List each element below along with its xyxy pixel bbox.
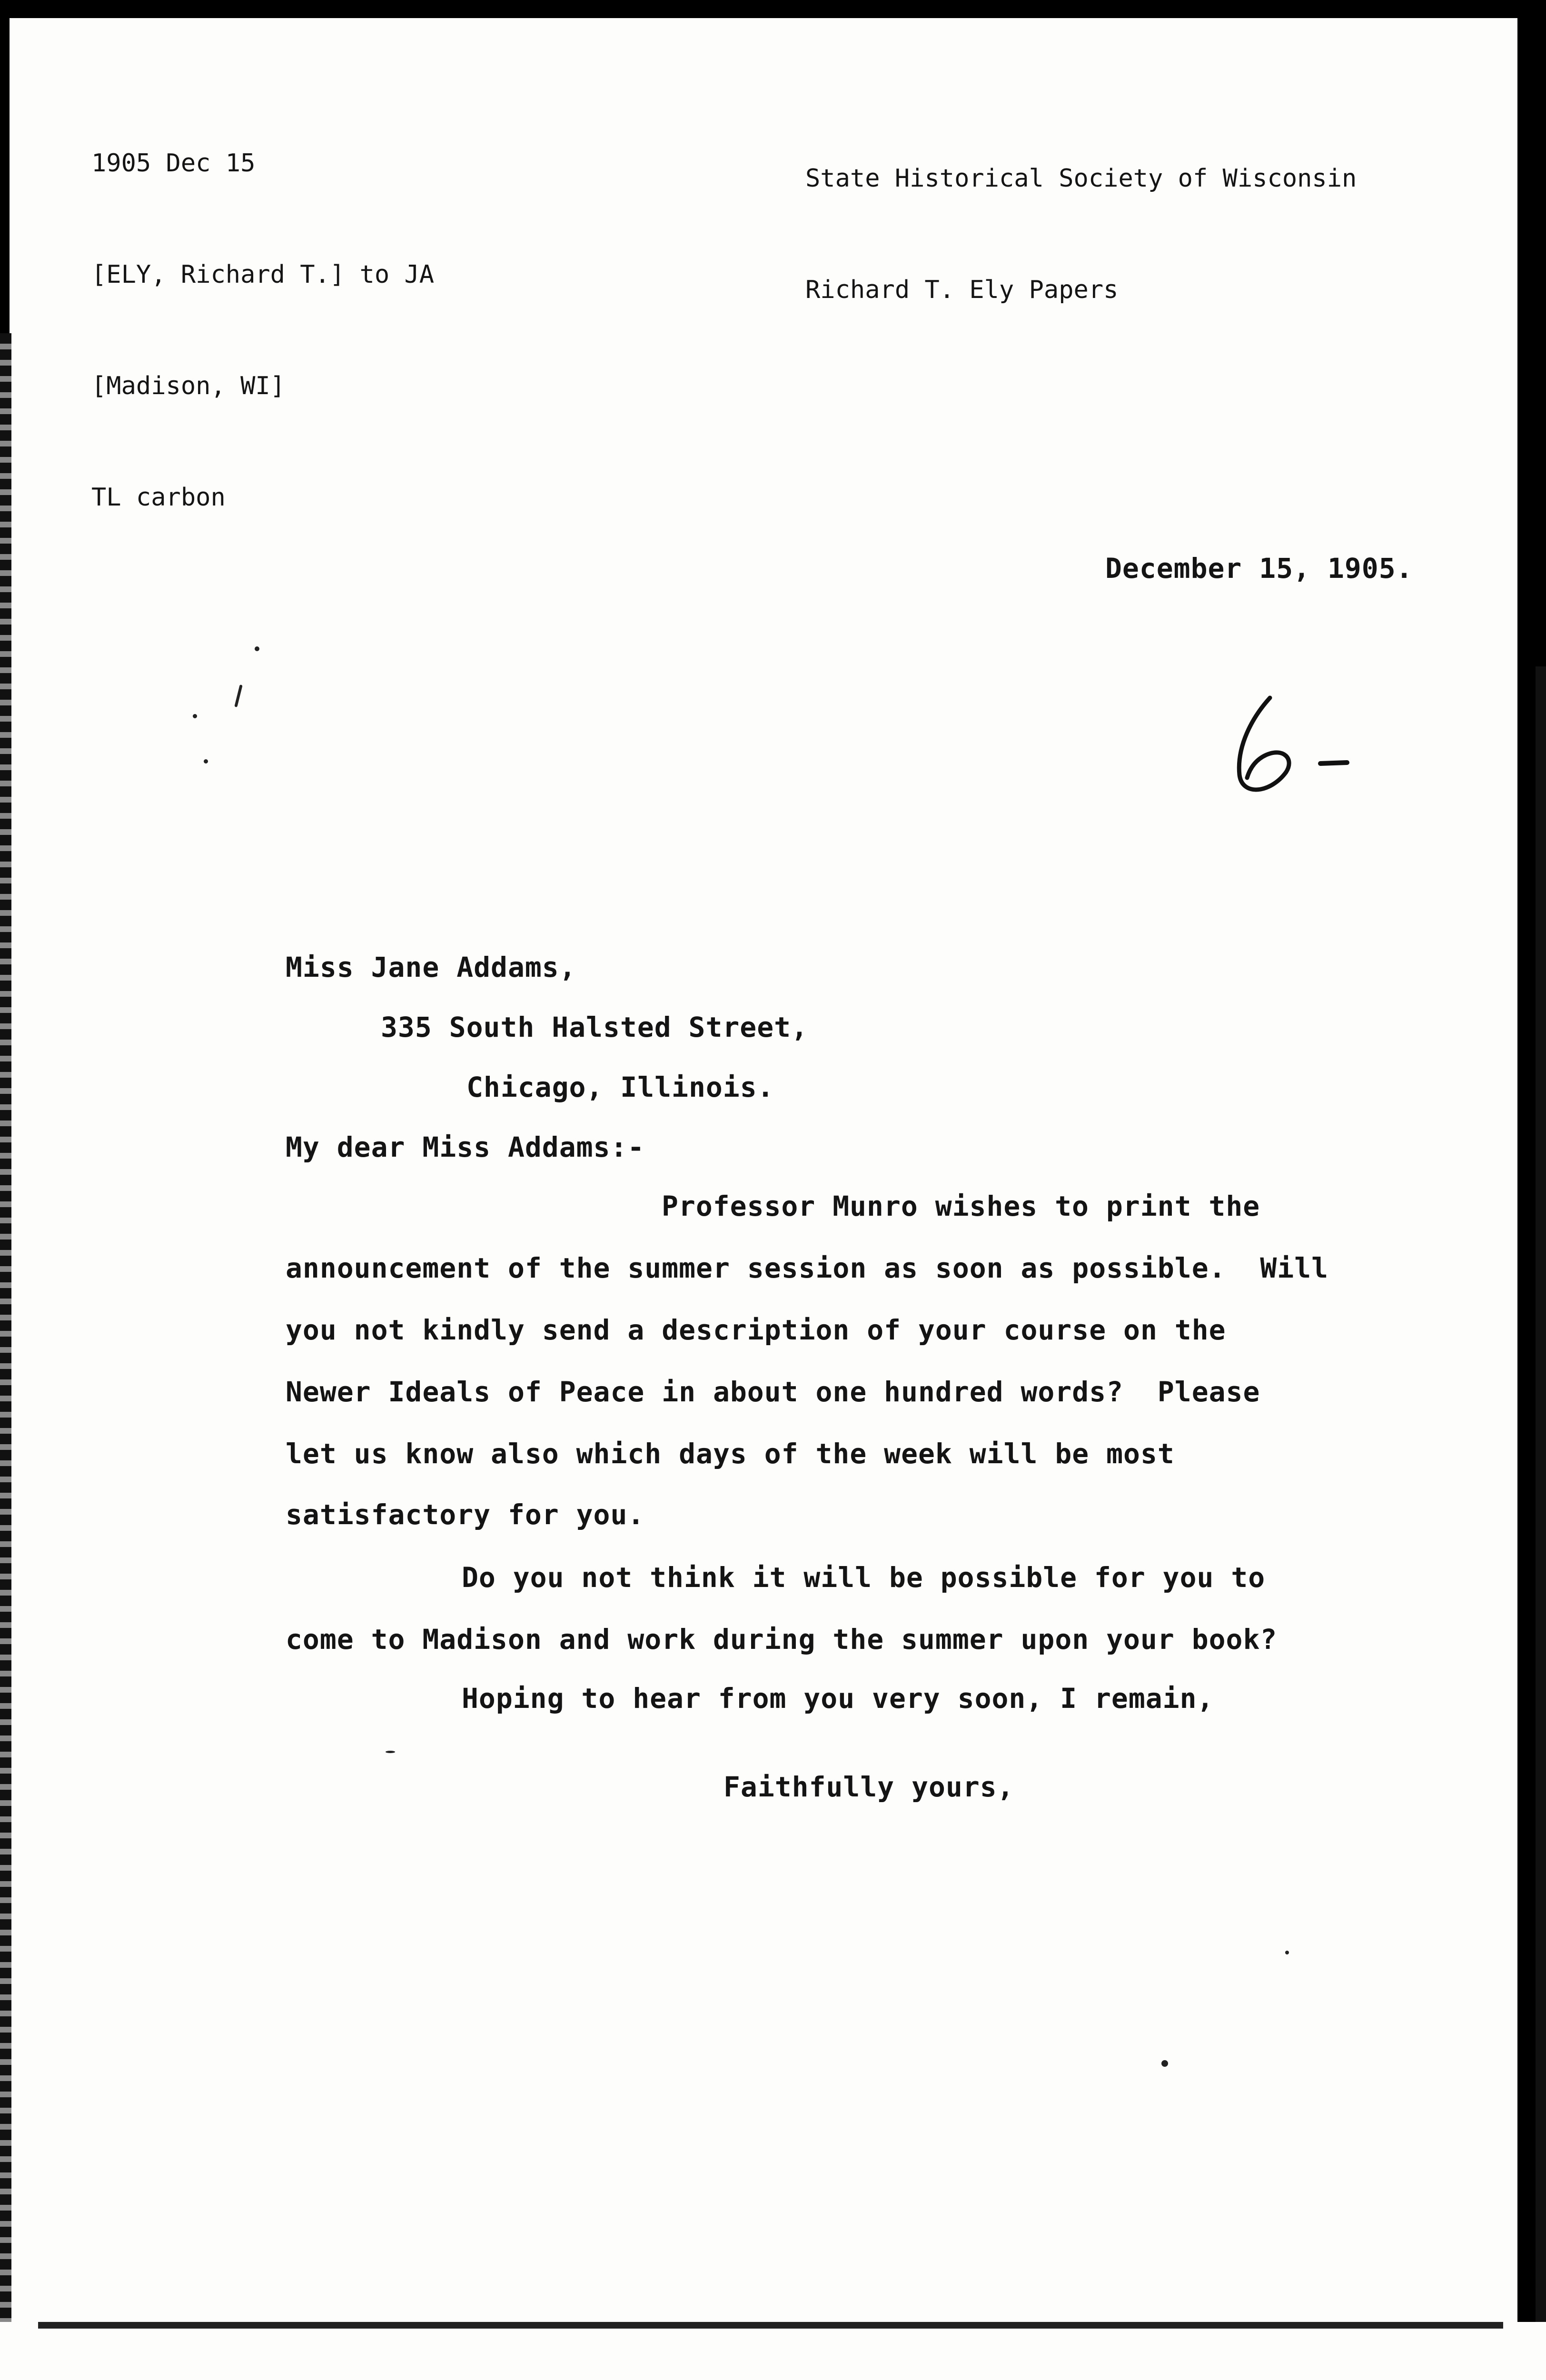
- scan-speck: [255, 646, 259, 651]
- paragraph-1-line-2: announcement of the summer session as soon as possible. Will: [286, 1252, 1329, 1284]
- repository-name: State Historical Society of Wisconsin: [805, 164, 1357, 193]
- scan-speck: [386, 1751, 395, 1753]
- paragraph-1-line-1: Professor Munro wishes to print the: [662, 1190, 1260, 1222]
- salutation: My dear Miss Addams:-: [286, 1131, 645, 1163]
- scan-speck: [234, 684, 242, 707]
- scan-speck: [193, 714, 197, 718]
- letter-date: December 15, 1905.: [1105, 552, 1413, 585]
- paragraph-1-line-3: you not kindly send a description of your course on the: [286, 1314, 1226, 1346]
- paragraph-1-line-6: satisfactory for you.: [286, 1498, 645, 1531]
- scan-speck: [1161, 2060, 1168, 2067]
- scan-speck: [204, 759, 208, 764]
- archive-header: [91, 70, 434, 590]
- archive-document-type: TL carbon: [91, 483, 226, 512]
- archive-date: 1905 Dec 15: [91, 149, 256, 178]
- closing: Faithfully yours,: [723, 1771, 1014, 1803]
- letter-page: [10, 18, 1517, 2322]
- paragraph-2-line-2: come to Madison and work during the summer upon your book?: [286, 1623, 1278, 1656]
- paragraph-3-line-1: Hoping to hear from you very soon, I remain,: [462, 1682, 1214, 1715]
- scan-edge-right: [1536, 666, 1546, 2323]
- scan-edge-left: [0, 333, 11, 2332]
- scan-bottom-margin: [0, 2322, 1546, 2380]
- scan-speck: [1285, 1951, 1289, 1954]
- repository-collection: Richard T. Ely Papers: [805, 276, 1119, 304]
- paragraph-2-line-1: Do you not think it will be possible for you to: [462, 1561, 1266, 1594]
- recipient-street: 335 South Halsted Street,: [381, 1011, 808, 1043]
- paragraph-1-line-5: let us know also which days of the week will be most: [286, 1438, 1175, 1470]
- paragraph-1-line-4: Newer Ideals of Peace in about one hundred words? Please: [286, 1376, 1260, 1408]
- handwritten-page-number: [1219, 684, 1371, 808]
- archive-correspondents: [ELY, Richard T.] to JA: [91, 260, 435, 289]
- archive-place: [Madison, WI]: [91, 372, 285, 400]
- recipient-name: Miss Jane Addams,: [286, 951, 576, 983]
- repository-header: [805, 86, 1357, 383]
- recipient-city: Chicago, Illinois.: [466, 1071, 774, 1103]
